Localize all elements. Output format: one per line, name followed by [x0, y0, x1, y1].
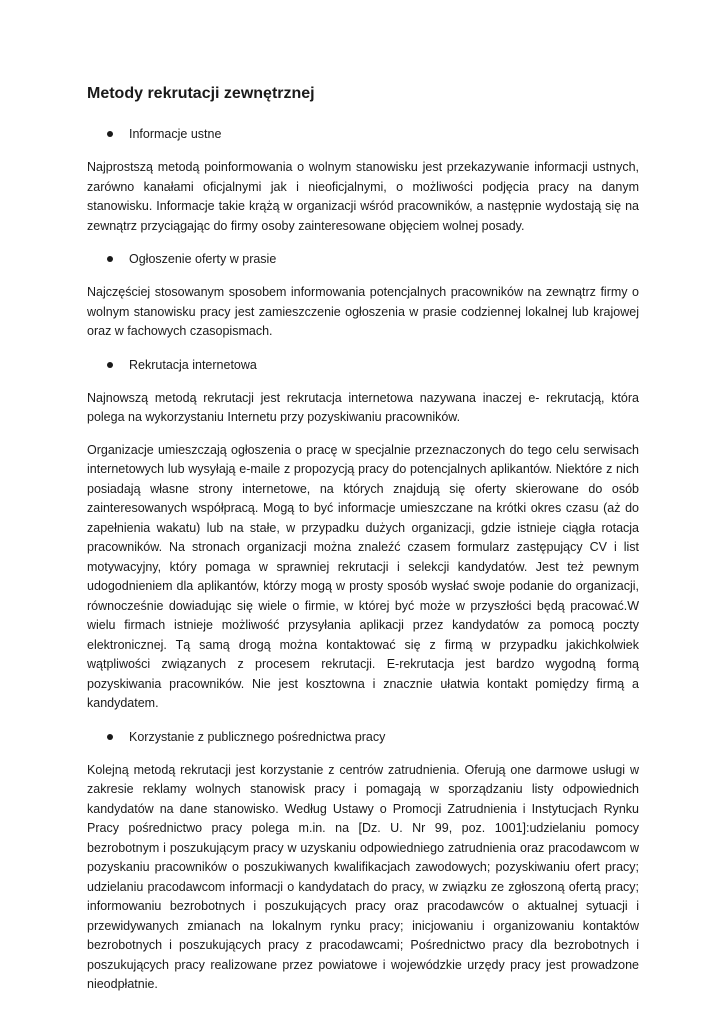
bullet-label: Rekrutacja internetowa	[129, 357, 257, 372]
bullet-dot-icon	[107, 131, 113, 137]
document-page	[87, 82, 639, 1008]
bullet-heading-public-agency	[87, 727, 639, 747]
bullet-dot-icon	[107, 256, 113, 262]
bullet-dot-icon	[107, 734, 113, 740]
paragraph: Najnowszą metodą rekrutacji jest rekrutacja internetowa nazywana inaczej e- rekrutacją, która polega na wykorzystaniu Internetu przy pozyskiwaniu pracowników.	[87, 390, 639, 424]
bullet-heading-press	[87, 249, 639, 269]
bullet-label: Korzystanie z publicznego pośrednictwa pracy	[129, 729, 386, 744]
bullet-heading-internet	[87, 355, 639, 375]
document-title: Metody rekrutacji zewnętrznej	[87, 85, 315, 102]
bullet-label: Informacje ustne	[129, 127, 222, 141]
bullet-label: Ogłoszenie oferty w prasie	[129, 252, 277, 266]
paragraph: Najprostszą metodą poinformowania o wolnym stanowisku jest przekazywanie informacji ustnych, zarówno kanałami oficjalnymi jak i nieoficjalnymi, o możliwości podjęcia pracy na danym stanowisku. Informacje takie krążą w organizacji wśród pracowników, a następnie wydostają się na zewnątrz przyciągając do firmy osoby zainteresowane objęciem wolnej posady.	[87, 160, 639, 233]
paragraph: Kolejną metodą rekrutacji jest korzystanie z centrów zatrudnienia. Oferują one darmowe usługi w zakresie reklamy wolnych stanowisk pracy i pomagają w sporządzaniu listy odpowiednich kandydatów na dane stanowisko. Według Ustawy o Promocji Zatrudnienia i Instytucjach Rynku Pracy pośrednictwo pracy polega m.in. na [Dz. U. Nr 99, poz. 1001]:udzielaniu pomocy bezrobotnym i poszukującym pracy w uzyskaniu odpowiedniego zatrudnienia oraz pracodawcom w pozyskaniu pracowników o poszukiwanych kwalifikacjach zawodowych; pozyskiwaniu ofert pracy; udzielaniu pracodawcom informacji o kandydatach do pracy, w związku ze zgłoszoną ofertą pracy; informowaniu bezrobotnych i poszukujących pracy oraz pracodawców o aktualnej sytuacji i przewidywanych zmianach na lokalnym rynku pracy; inicjowaniu i organizowaniu kontaktów bezrobotnych i poszukujących pracy z pracodawcami; Pośrednictwo pracy dla bezrobotnych i poszukujących pracy realizowane przez powiatowe i wojewódzkie urzędy pracy jest prowadzone nieodpłatnie.	[87, 762, 639, 991]
bullet-dot-icon	[107, 362, 113, 368]
paragraph: Najczęściej stosowanym sposobem informowania potencjalnych pracowników na zewnątrz firmy o wolnym stanowisku pracy jest zamieszczenie ogłoszenia w prasie codziennej lokalnej lub krajowej oraz w fachowych czasopismach.	[87, 285, 639, 338]
paragraph: Organizacje umieszczają ogłoszenia o pracę w specjalnie przeznaczonych do tego celu serwisach internetowych lub wysyłają e-maile z propozycją pracy do potencjalnych aplikantów. Niektóre z nich posiadają własne strony internetowe, na których znajdują się oferty skierowane do osób zainteresowanych współpracą. Mogą to być informacje umieszczane na krótki okres czasu (aż do zapełnienia wakatu) lub na stałe, w przypadku dużych organizacji, gdzie istnieje ciągła rotacja pracowników. Na stronach organizacji można znaleźć czasem formularz zastępujący CV i list motywacyjny, który pomaga w sprawniej rekrutacji i selekcji kandydatów. Jest też pewnym udogodnieniem dla aplikantów, którzy mogą w prosty sposób wysłać swoje podanie do organizacji, równocześnie dowiadując się wiele o firmie, w której być może w przyszłości będą pracować.W wielu firmach istnieje możliwość przysyłania aplikacji przez kandydatów za pomocą poczty elektronicznej. Tą samą drogą można kontaktować się z firmą w przypadku jakichkolwiek wątpliwości związanych z procesem rekrutacji. E-rekrutacja jest bardzo wygodną formą pozyskiwania pracowników. Nie jest kosztowna i znacznie ułatwia kontakt pomiędzy firmą a kandydatem.	[87, 442, 639, 710]
bullet-heading-oral	[87, 124, 639, 144]
